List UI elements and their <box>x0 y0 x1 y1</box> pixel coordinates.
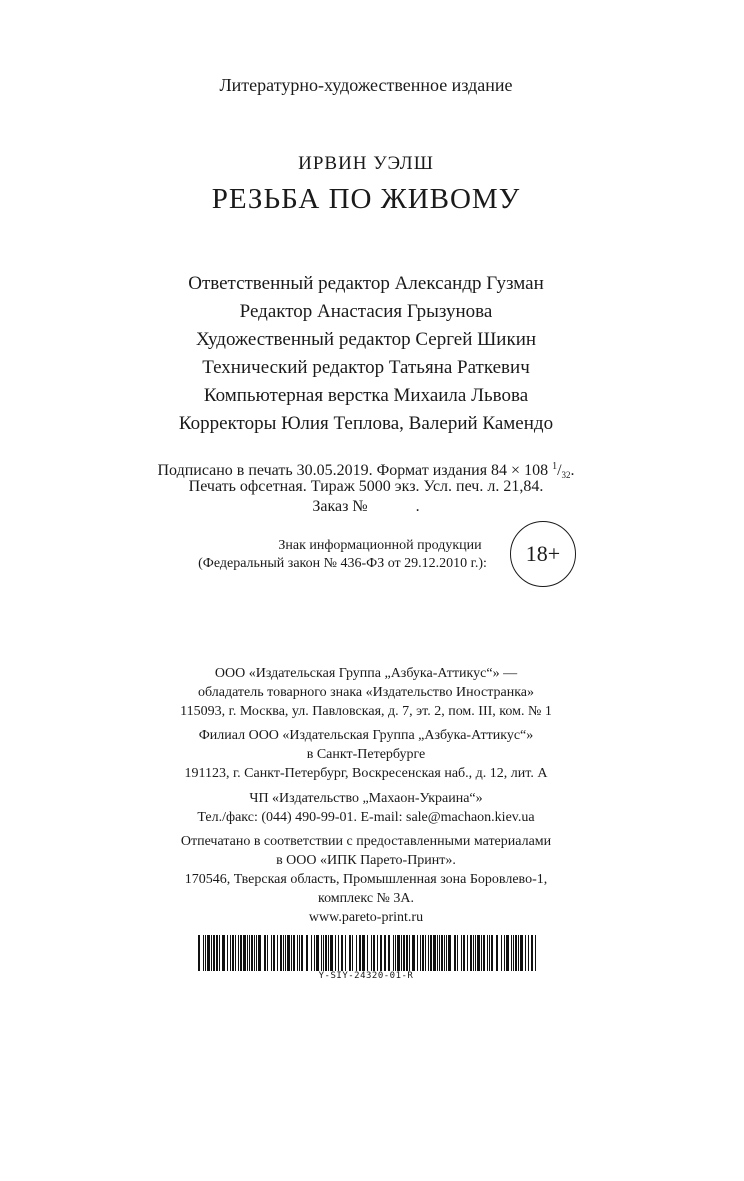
publication-details <box>0 457 732 517</box>
credit-line: Корректоры Юлия Теплова, Валерий Камендо <box>178 413 554 434</box>
book-title: РЕЗЬБА ПО ЖИВОМУ <box>211 183 521 215</box>
imprint-line: 191123, г. Санкт-Петербург, Воскресенская наб., д. 12, лит. А <box>184 765 548 781</box>
order-line: Заказ № . <box>312 498 420 515</box>
age-rating-badge <box>510 521 576 587</box>
imprint-line: Отпечатано в соответствии с предоставленными материалами <box>180 834 552 850</box>
format-numerator: 1 <box>552 461 558 472</box>
genre-label: Литературно-художественное издание <box>219 75 513 95</box>
age-rating-text: 18+ <box>525 541 561 566</box>
imprint-line: Филиал ООО «Издательская Группа „Азбука-Аттикус“» <box>198 728 534 744</box>
print-signed-line: Подписано в печать 30.05.2019. Формат издания 84 × 108 $^1/_{32}$. <box>157 461 575 480</box>
author-name: ИРВИН УЭЛШ <box>298 153 434 174</box>
imprint-line: обладатель товарного знака «Издательство Иностранка» <box>197 684 535 700</box>
credit-line: Ответственный редактор Александр Гузман <box>188 273 544 294</box>
info-sign-law: (Федеральный закон № 436-ФЗ от 29.12.2010 г.): <box>198 556 487 571</box>
credit-line: Редактор Анастасия Грызунова <box>239 301 493 322</box>
print-run-line: Печать офсетная. Тираж 5000 экз. Усл. печ. л. 21,84. <box>188 478 544 495</box>
imprint-line: Тел./факс: (044) 490-99-01. E-mail: sale@machaon.kiev.ua <box>197 809 535 825</box>
credit-line: Художественный редактор Сергей Шикин <box>195 329 537 350</box>
imprint-line: ЧП «Издательство „Махаон-Украина“» <box>249 790 483 806</box>
imprint-line: 170546, Тверская область, Промышленная зона Боровлево-1, <box>184 871 548 887</box>
printer-website: www.pareto-print.ru <box>308 909 424 925</box>
imprint-line: в ООО «ИПК Парето-Принт». <box>276 853 456 869</box>
credits-list <box>0 270 732 438</box>
imprint-line: ООО «Издательская Группа „Азбука-Аттикус“» — <box>214 666 518 681</box>
barcode-label: Y-SIY-24320-01-R <box>318 971 414 981</box>
info-product-sign <box>198 537 510 573</box>
imprint-line: в Санкт-Петербурге <box>306 747 426 763</box>
barcode <box>198 935 538 971</box>
format-denominator: 32 <box>561 470 571 480</box>
credit-line: Технический редактор Татьяна Раткевич <box>202 357 530 378</box>
credit-line: Компьютерная верстка Михаила Львова <box>203 385 529 406</box>
publisher-imprint <box>0 665 732 927</box>
info-sign-label: Знак информационной продукции <box>278 538 482 553</box>
imprint-line: 115093, г. Москва, ул. Павловская, д. 7, эт. 2, пом. III, ком. № 1 <box>180 703 552 719</box>
imprint-line: комплекс № 3А. <box>317 890 414 906</box>
